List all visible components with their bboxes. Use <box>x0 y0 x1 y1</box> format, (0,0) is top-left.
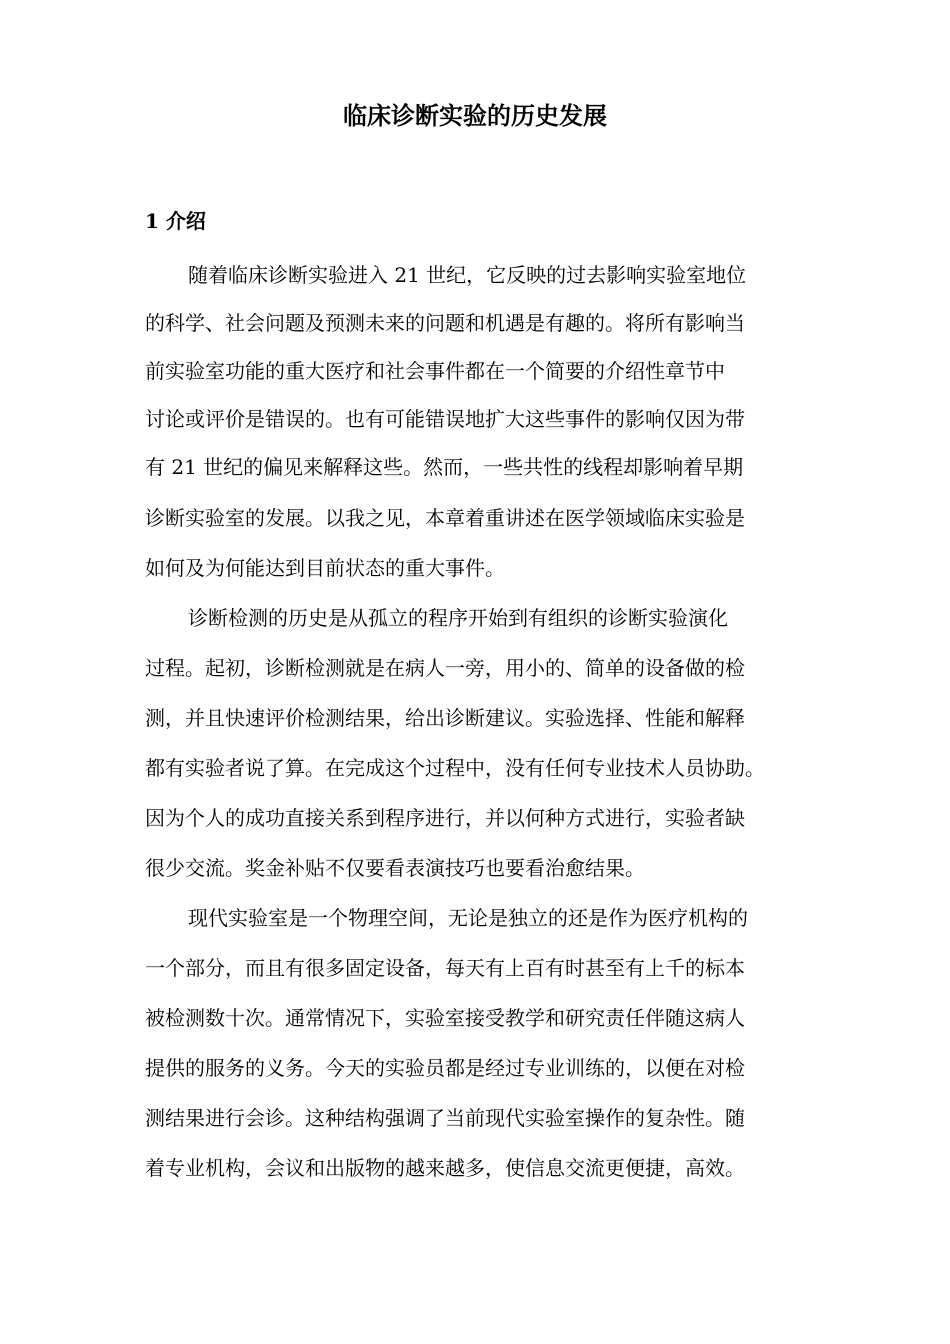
paragraph-line: 有 21 世纪的偏见来解释这些。然而，一些共性的线程却影响着早期 <box>145 455 744 479</box>
paragraph-line: 现代实验室是一个物理空间，无论是独立的还是作为医疗机构的 <box>188 906 748 930</box>
paragraph-line: 一个部分，而且有很多固定设备，每天有上百有时甚至有上千的标本 <box>145 956 745 980</box>
paragraph-line: 如何及为何能达到目前状态的重大事件。 <box>145 556 505 580</box>
paragraph-line: 过程。起初，诊断检测就是在病人一旁，用小的、简单的设备做的检 <box>145 656 745 680</box>
paragraph-line: 提供的服务的义务。今天的实验员都是经过专业训练的，以便在对检 <box>145 1056 745 1080</box>
paragraph-line: 诊断实验室的发展。以我之见，本章着重讲述在医学领域临床实验是 <box>145 506 745 530</box>
paragraph-line: 都有实验者说了算。在完成这个过程中，没有任何专业技术人员协助。 <box>145 756 765 780</box>
paragraph-line: 诊断检测的历史是从孤立的程序开始到有组织的诊断实验演化 <box>188 606 728 630</box>
paragraph-line: 被检测数十次。通常情况下，实验室接受教学和研究责任伴随这病人 <box>145 1006 745 1030</box>
paragraph-line: 很少交流。奖金补贴不仅要看表演技巧也要看治愈结果。 <box>145 856 645 880</box>
paragraph-line: 测，并且快速评价检测结果，给出诊断建议。实验选择、性能和解释 <box>145 706 745 730</box>
section-heading-introduction: 1 介绍 <box>145 209 206 233</box>
paragraph-line: 前实验室功能的重大医疗和社会事件都在一个简要的介绍性章节中 <box>145 359 725 383</box>
document-title: 临床诊断实验的历史发展 <box>343 101 607 130</box>
paragraph-line: 因为个人的成功直接关系到程序进行，并以何种方式进行，实验者缺 <box>145 806 745 830</box>
paragraph-line: 讨论或评价是错误的。也有可能错误地扩大这些事件的影响仅因为带 <box>145 407 745 431</box>
paragraph-line: 随着临床诊断实验进入 21 世纪，它反映的过去影响实验室地位 <box>188 263 747 287</box>
paragraph-line: 的科学、社会问题及预测未来的问题和机遇是有趣的。将所有影响当 <box>145 311 745 335</box>
paragraph-line: 着专业机构，会议和出版物的越来越多，使信息交流更便捷，高效。 <box>145 1156 745 1180</box>
paragraph-line: 测结果进行会诊。这种结构强调了当前现代实验室操作的复杂性。随 <box>145 1106 745 1130</box>
